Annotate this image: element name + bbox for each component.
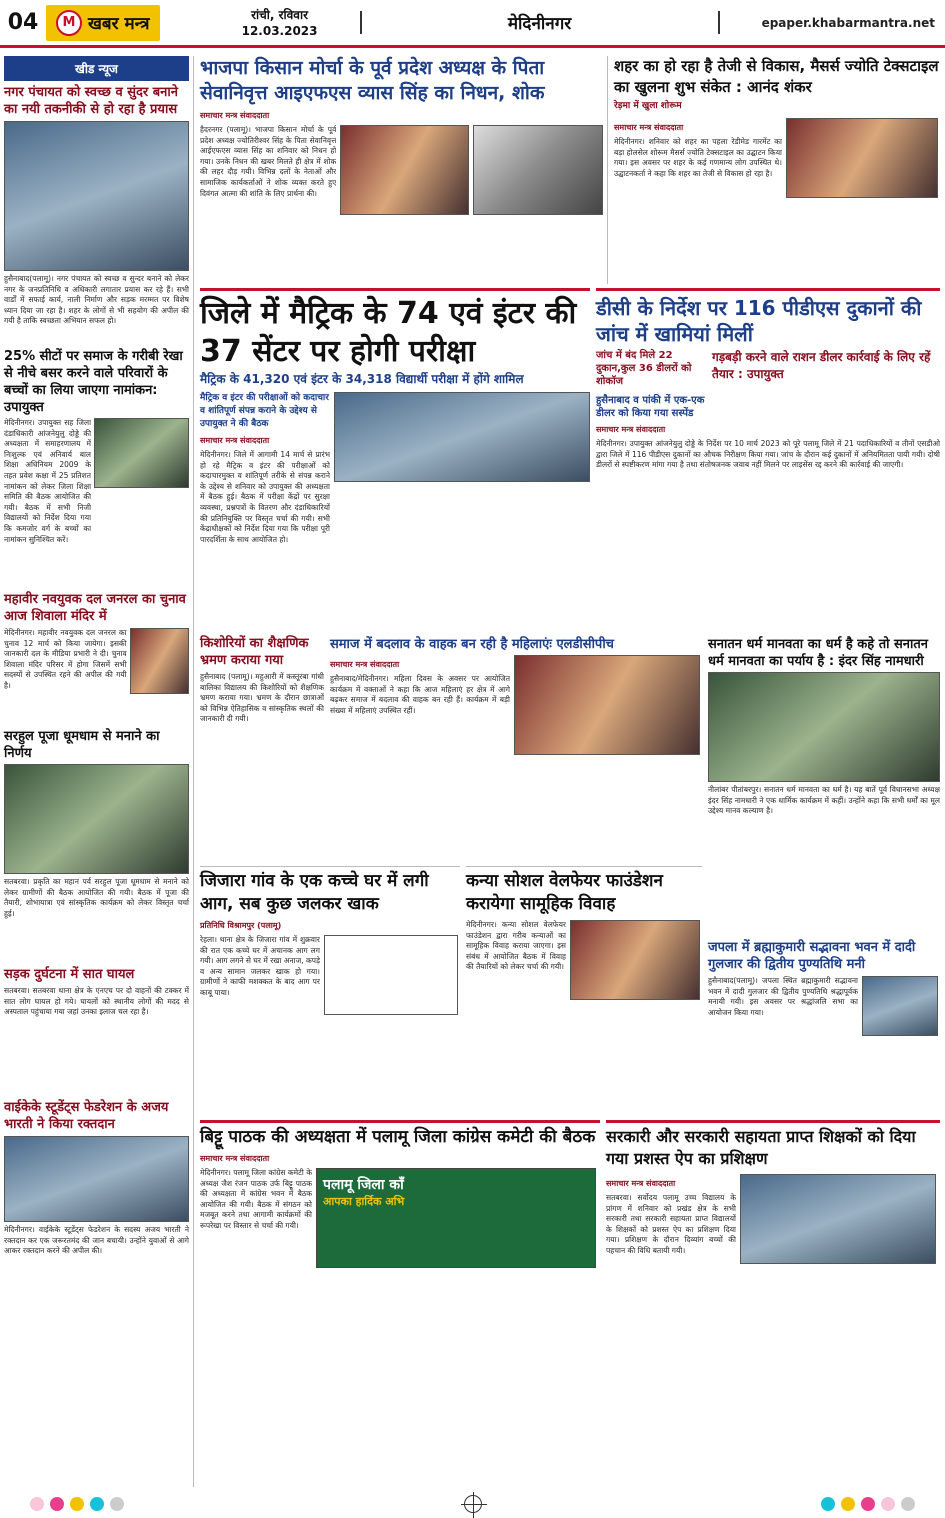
- photo-training: [740, 1174, 936, 1264]
- story-text: मेदिनीनगर। कन्या सोशल वेलफेयर फाउंडेशन द्वारा गरीब कन्याओं का सामूहिक विवाह कराया जाएगा। इस संबंध में आयोजित बैठक में विवाह की तैयारियों को लेकर चर्चा की गयी।: [466, 920, 566, 972]
- city-day: रांची, रविवार: [251, 7, 308, 22]
- banner-line: आपका हार्दिक अभि: [323, 1195, 405, 1208]
- story-headline: बिट्टू पाठक की अध्यक्षता में पलामू जिला कांग्रेस कमेटी की बैठक: [200, 1127, 596, 1147]
- photo-religious-event: [708, 672, 940, 782]
- photo-portrait: [340, 125, 468, 215]
- story-text: हुसैनाबाद/मेदिनीनगर। महिला दिवस के अवसर पर आयोजित कार्यक्रम में वक्ताओं ने कहा कि आज महिलाएं हर क्षेत्र में आगे बढ़कर समाज में बदलाव की वाहक बन रही हैं। कार्यक्रम में बड़ी संख्या में महिलाएं उपस्थित रहीं।: [330, 674, 510, 715]
- story-headline: सनातन धर्म मानवता का धर्म है कहे तो सनातन धर्म मानवता का पर्याय है : इंदर सिंह नामधारी: [708, 637, 929, 669]
- byline: समाचार मन्त्र संवाददाता: [200, 1154, 270, 1163]
- pull-quote: मैट्रिक व इंटर की परीक्षाओं को कदाचार व शांतिपूर्ण संपन्न कराने के उद्देश्य से उपायुक्त ने की बैठक: [200, 393, 329, 429]
- story-fire: [200, 866, 460, 1116]
- story-headline: जिजारा गांव के एक कच्चे घर में लगी आग, सब कुछ जलकर खाक: [200, 871, 429, 914]
- story-text: हैदरनगर (पलामू)। भाजपा किसान मोर्चा के पूर्व प्रदेश अध्यक्ष ज्योतिरीश्वर सिंह के पिता सेवानिवृत्त आईएफएस व्यास सिंह का शनिवार को निधन हो गया। उनके निधन की खबर मिलते ही क्षेत्र में शोक की लहर दौड़ गयी। विभिन्न दलों के नेताओं और सामाजिक कार्यकर्ताओं ने शोक व्यक्त करते हुए दिवंगत आत्मा की शांति के लिए प्रार्थना की।: [200, 125, 337, 198]
- edition-name: मेदिनीनगर: [360, 11, 720, 34]
- story-text: सतबरवा। सर्वोदय पलामू उच्च विद्यालय के प्रांगण में शनिवार को प्रखंड क्षेत्र के सभी सरकारी तथा सरकारी सहायता प्राप्त विद्यालयों के शिक्षकों को प्रशस्त ऐप का प्रशिक्षण दिया गया। प्रशिक्षण के दौरान दिव्यांग बच्चों की पहचान की विधि बतायी गयी।: [606, 1193, 736, 1255]
- story-headline: सरकारी और सरकारी सहायता प्राप्त शिक्षकों को दिया गया प्रशस्त ऐप का प्रशिक्षण: [606, 1127, 916, 1168]
- lead-subhead: मैट्रिक के 41,320 एवं इंटर के 34,318 विद्यार्थी परीक्षा में होंगे शामिल: [200, 372, 524, 386]
- color-dots-left: [30, 1497, 124, 1511]
- story-kanya: [466, 866, 702, 1116]
- story-text: नीलांबर पीतांबरपुर। सनातन धर्म मानवता का धर्म है। यह बातें पूर्व विधानसभा अध्यक्ष इंदर सिंह नामधारी ने एक धार्मिक कार्यक्रम में कहीं। उन्होंने कहा कि सभी धर्मों का मूल उद्देश्य मानव कल्याण है।: [708, 785, 940, 816]
- dateline: [220, 7, 340, 39]
- left-column: [4, 56, 194, 1487]
- story-teachers: [606, 1120, 940, 1490]
- story-headline: महावीर नवयुवक दल जनरल का चुनाव आज शिवाला मंदिर में: [4, 592, 186, 624]
- story-headline: वाईकेके स्टूडेंट्स फेडरेशन के अजय भारती ने किया रक्तदान: [4, 1100, 169, 1132]
- story-women: [330, 632, 702, 862]
- story-text: मेदिनीनगर। महावीर नवयुवक दल जनरल का चुनाव 12 मार्च को किया जायेगा। इसकी जानकारी दल के मीडिया प्रभारी ने दी। चुनाव शिवाला मंदिर परिसर में होगा जिसमें सभी सदस्यों से उपस्थित रहने की अपील की गयी है।: [4, 628, 127, 690]
- photo-women-event: [514, 655, 700, 755]
- byline: समाचार मन्त्र संवाददाता: [330, 660, 400, 669]
- story-text: रेहला। थाना क्षेत्र के जिजारा गांव में शुक्रवार की रात एक कच्चे घर में अचानक आग लग गयी। आग लगने से घर में रखा अनाज, कपड़े व अन्य सामान जलकर खाक हो गया। ग्रामीणों ने काफी मशक्कत के बाद आग पर काबू पाया।: [200, 935, 320, 997]
- story-subhead: गड़बड़ी करने वाले राशन डीलर कार्रवाई के लिए रहें तैयार : उपायुक्त: [712, 350, 931, 381]
- brand-logo-icon: M: [56, 10, 82, 36]
- story-text: मेदिनीनगर। शनिवार को शहर का पहला रेडीमेड गारमेंट का बड़ा होलसेल शोरूम मैसर्स ज्योति टेक्सटाइल का उद्घाटन किया गया। इस अवसर पर शहर के कई गणमान्य लोग उपस्थित थे। उद्घाटनकर्ता ने कहा कि शहर का तेजी से विकास हो रहा है।: [614, 137, 782, 178]
- photo-inauguration: [786, 118, 938, 198]
- lead-headline: जिले में मैट्रिक के 74 एवं इंटर की 37 सेंटर पर होगी परीक्षा: [200, 296, 577, 369]
- byline: समाचार मन्त्र संवाददाता: [596, 425, 666, 434]
- brand-block: [46, 5, 160, 41]
- pull-quote: हुसैनाबाद व पांकी में एक-एक डीलर को किया गया सस्पेंड: [596, 395, 705, 419]
- epaper-link[interactable]: epaper.khabarmantra.net: [761, 15, 935, 30]
- story-subhead: रेड़मा में खुला शोरूम: [614, 101, 682, 111]
- story-headline: सरहुल पूजा धूमधाम से मनाने का निर्णय: [4, 729, 160, 761]
- page-number: 04: [7, 10, 39, 35]
- story-headline: कन्या सोशल वेलफेयर फाउंडेशन करायेगा सामूहिक विवाह: [466, 871, 663, 914]
- story-headline: समाज में बदलाव के वाहक बन रही है महिलाएंः एलडीसीपीच: [330, 637, 614, 652]
- masthead: [0, 0, 945, 48]
- color-dot: [861, 1497, 875, 1511]
- photo-gathering: [4, 764, 189, 874]
- photo-burnt-house: [324, 935, 458, 1015]
- story-text: हुसैनाबाद(पलामू)। नगर पंचायत को स्वच्छ व सुन्दर बनाने को लेकर नगर के जनप्रतिनिधि व अधिकारी लगातार प्रयास कर रहे हैं। सभी वार्डों में सफाई कार्य, नाली निर्माण और सड़क मरम्मत पर विशेष ध्यान दिया जा रहा है। शहर के लोगों से भी सहयोग की अपील की गयी है ताकि स्वच्छता अभियान सफल हो।: [4, 274, 189, 326]
- story-text: मेदिनीनगर। वाईकेके स्टूडेंट्स फेडरेशन के सदस्य अजय भारती ने रक्तदान कर एक जरूरतमंद की जान बचायी। उन्होंने युवाओं से आगे आकर रक्तदान करने की अपील की।: [4, 1225, 189, 1256]
- story-headline: शहर का हो रहा है तेजी से विकास, मैसर्स ज्योति टेक्सटाइल का खुलना शुभ संकेत : आनंद शंकर: [614, 57, 939, 96]
- story-congress: [200, 1120, 600, 1490]
- story-dadi-gulzar: [708, 936, 940, 1116]
- photo-blood-donation: [4, 1136, 189, 1222]
- byline: समाचार मन्त्र संवाददाता: [606, 1179, 676, 1188]
- photo-exam-meeting: [334, 392, 590, 482]
- color-dot: [901, 1497, 915, 1511]
- print-marks: [0, 1491, 945, 1517]
- color-dot: [110, 1497, 124, 1511]
- color-dot: [821, 1497, 835, 1511]
- photo-portrait: [130, 628, 189, 694]
- photo-meeting: [94, 418, 189, 488]
- story-sanatan: [708, 632, 940, 932]
- story-pds: [596, 288, 940, 628]
- story-text: मेदिनीनगर। उपायुक्त सह जिला दंडाधिकारी आंजनेयुलु दोड्डे की अध्यक्षता में समाहरणालय में निःशुल्क एवं अनिवार्य बाल शिक्षा अधिनियम 2009 के तहत प्रवेश कक्षा में 25 प्रतिशत नामांकन को लेकर जिला शिक्षा समिति की बैठक आयोजित की गयी। बैठक में सभी निजी विद्यालयों को निर्देश दिया गया कि कमजोर वर्ग के बच्चों का नामांकन सुनिश्चित करें।: [4, 418, 92, 544]
- story-obituary: [200, 56, 608, 284]
- issue-date: 12.03.2023: [241, 23, 318, 38]
- byline: समाचार मन्त्र संवाददाता: [200, 111, 270, 120]
- brand-name: खबर मन्त्र: [88, 14, 150, 34]
- story-headline: किशोरियों का शैक्षणिक भ्रमण कराया गया: [200, 636, 309, 668]
- byline: समाचार मन्त्र संवाददाता: [614, 123, 684, 132]
- section-band: खीड न्यूज: [4, 56, 189, 81]
- photo-street: [4, 121, 189, 271]
- color-dot: [70, 1497, 84, 1511]
- photo-foundation-meeting: [570, 920, 700, 1000]
- story-exam: [200, 288, 590, 628]
- banner-line: पलामू जिला कॉं: [323, 1177, 404, 1193]
- story-headline: नगर पंचायत को स्वच्छ व सुंदर बनाने का नयी तकनीकी से हो रहा है प्रयास: [4, 85, 178, 117]
- color-dot: [90, 1497, 104, 1511]
- story-headline: भाजपा किसान मोर्चा के पूर्व प्रदेश अध्यक्ष के पिता सेवानिवृत्त आइएफएस व्यास सिंह का निधन, शोक: [200, 57, 545, 104]
- story-headline: सड़क दुर्घटना में सात घायल: [4, 967, 135, 982]
- story-text: सतबरवा। सतबरवा थाना क्षेत्र के एनएच पर दो वाहनों की टक्कर में सात लोग घायल हो गये। घायलों को स्थानीय लोगों की मदद से अस्पताल पहुंचाया गया जहां उनका इलाज चल रहा है।: [4, 986, 189, 1017]
- story-text: हुसैनाबाद(पलामू)। जपला स्थित ब्रह्माकुमारी सद्भावना भवन में दादी गुलजार की द्वितीय पुण्यतिथि श्रद्धापूर्वक मनायी गयी। इस अवसर पर श्रद्धांजलि सभा का आयोजन किया गया।: [708, 976, 858, 1017]
- story-kishori: [200, 632, 324, 862]
- story-headline: डीसी के निर्देश पर 116 पीडीएस दुकानों की जांच में खामियां मिलीं: [596, 296, 922, 346]
- story-text: सतबरवा। प्रकृति का महान पर्व सरहुल पूजा धूमधाम से मनाने को लेकर ग्रामीणों की बैठक आयोजित की गयी। बैठक में पूजा की तैयारी, शोभायात्रा एवं सांस्कृतिक कार्यक्रम को लेकर विस्तृत चर्चा हुई।: [4, 877, 189, 918]
- byline: समाचार मन्त्र संवाददाता: [200, 436, 270, 445]
- photo-portrait-man: [473, 125, 603, 215]
- story-text: हुसैनाबाद (पलामू)। महुआरी में कस्तूरबा गांधी बालिका विद्यालय की किशोरियों को शैक्षणिक भ्रमण कराया गया। भ्रमण के दौरान छात्राओं को विभिन्न ऐतिहासिक व सांस्कृतिक स्थलों की जानकारी दी गयी।: [200, 672, 324, 724]
- registration-mark-icon: [464, 1495, 482, 1513]
- color-dot: [841, 1497, 855, 1511]
- story-text: मेदिनीनगर। उपायुक्त आंजनेयुलु दोड्डे के निर्देश पर 10 मार्च 2023 को पूरे पलामू जिले में 21 पदाधिकारियों व तीनों एसडीओ द्वारा जिले में 116 पीडीएस दुकानों का औचक निरीक्षण किया गया। जांच के दौरान कई दुकानों में अनियमितता पायी गयी। दोषी डीलरों से स्पष्टीकरण मांगा गया है तथा संतोषजनक जवाब नहीं मिलने पर लाइसेंस रद्द करने की कार्रवाई की जाएगी।: [596, 439, 940, 470]
- color-dot: [881, 1497, 895, 1511]
- story-headline: 25% सीटों पर समाज के गरीबी रेखा से नीचे बसर करने वाले परिवारों के बच्चों का लिया जाएगा नामांकन: उपायुक्त: [4, 349, 183, 415]
- story-textile: [614, 56, 940, 284]
- color-dots-right: [821, 1497, 915, 1511]
- photo-portrait: [862, 976, 938, 1036]
- story-text: मेदिनीनगर। जिले में आगामी 14 मार्च से प्रारंभ हो रहे मैट्रिक व इंटर की परीक्षाओं को कदाचारमुक्त व शांतिपूर्ण तरीके से संपन्न कराने के उद्देश्य से शनिवार को उपायुक्त की अध्यक्षता में बैठक हुई। बैठक में परीक्षा केंद्रों पर सुरक्षा व्यवस्था, प्रश्नपत्रों के वितरण और दंडाधिकारियों की प्रतिनियुक्ति पर विस्तृत चर्चा की गयी। सभी केंद्राधीक्षकों को निर्देश दिया गया कि परीक्षा पूरी पारदर्शिता के साथ आयोजित हो।: [200, 450, 330, 544]
- pull-quote: जांच में बंद मिले 22 दुकान,कुल 36 डीलरों को शोकॉज: [596, 350, 692, 387]
- color-dot: [30, 1497, 44, 1511]
- color-dot: [50, 1497, 64, 1511]
- photo-congress-banner: [316, 1168, 596, 1268]
- story-text: मेदिनीनगर। पलामू जिला कांग्रेस कमेटी के अध्यक्ष जैश रंजन पाठक उर्फ बिट्टू पाठक की अध्यक्षता में कांग्रेस भवन में बैठक आयोजित की गयी। बैठक में संगठन को मजबूत करने तथा आगामी कार्यक्रमों की रूपरेखा पर विस्तार से चर्चा की गयी।: [200, 1168, 312, 1230]
- byline: प्रतिनिधि विश्रामपुर (पलामू): [200, 921, 282, 930]
- story-headline: जपला में ब्रह्माकुमारी सद्भावना भवन में दादी गुलजार की द्वितीय पुण्यतिथि मनी: [708, 940, 916, 972]
